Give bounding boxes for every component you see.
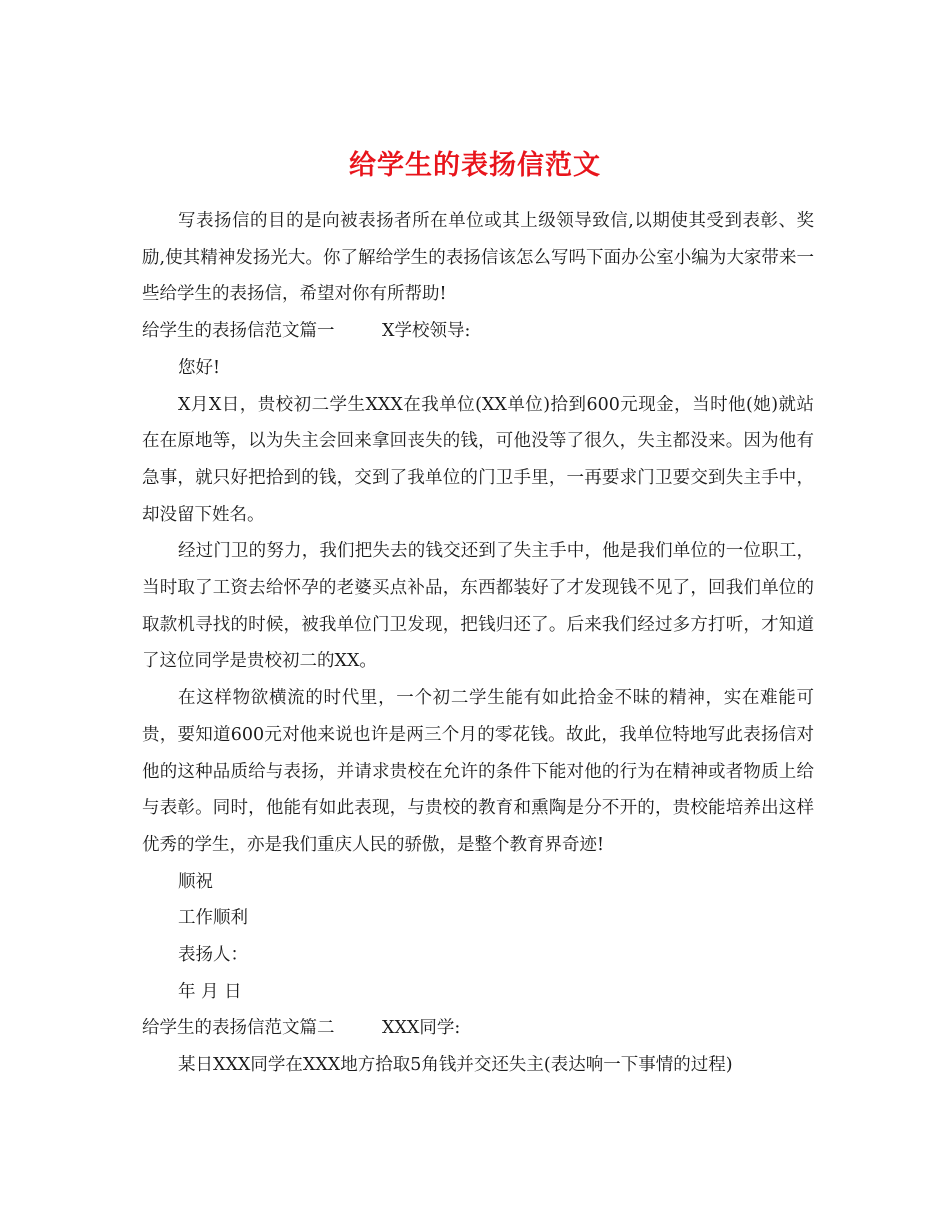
sample1-date: 年 月 日 — [178, 981, 242, 1002]
sample2-heading: 给学生的表扬信范文篇二 — [142, 1018, 335, 1039]
sample2-paragraph-1: 某日XXX同学在XXX地方拾取5角钱并交还失主(表达响一下事情的过程) — [178, 1055, 733, 1076]
sample1-wish: 工作顺利 — [178, 908, 248, 929]
sample1-heading: 给学生的表扬信范文篇一 — [142, 321, 335, 342]
sample1-addressee: X学校领导: — [382, 321, 471, 342]
sample1-heading-line — [142, 313, 814, 350]
sample1-paragraph-1: X月X日，贵校初二学生XXX在我单位(XX单位)拾到600元现金，当时他(她)就站在在原地等，以为失主会回来拿回丧失的钱，可他没等了很久，失主都没来。因为他有急事，就只好把拾到的钱，交到了我单位的门卫手里，一再要求门卫要交到失主手中，却没留下姓名。 — [142, 394, 814, 525]
sample1-signer: 表扬人： — [178, 945, 248, 966]
sample1-greeting: 您好! — [178, 357, 221, 378]
sample2-heading-line — [142, 1010, 814, 1047]
document-title: 给学生的表扬信范文 — [349, 150, 601, 182]
sample2-addressee: XXX同学: — [382, 1018, 461, 1039]
sample1-paragraph-2: 经过门卫的努力，我们把失去的钱交还到了失主手中，他是我们单位的一位职工，当时取了工资去给怀孕的老婆买点补品，东西都装好了才发现钱不见了，回我们单位的取款机寻找的时候，被我单位门卫发现，把钱归还了。后来我们经过多方打听，才知道了这位同学是贵校初二的XX。 — [142, 541, 814, 672]
document-body — [142, 203, 814, 1084]
sample1-closing: 顺祝 — [178, 871, 213, 892]
intro-paragraph: 写表扬信的目的是向被表扬者所在单位或其上级领导致信,以期使其受到表彰、奖励,使其精神发扬光大。你了解给学生的表扬信该怎么写吗下面办公室小编为大家带来一些给学生的表扬信，希望对你有所帮助! — [142, 211, 814, 305]
sample1-paragraph-3: 在这样物欲横流的时代里，一个初二学生能有如此拾金不昧的精神，实在难能可贵，要知道600元对他来说也许是两三个月的零花钱。故此，我单位特地写此表扬信对他的这种品质给与表扬，并请求贵校在允许的条件下能对他的行为在精神或者物质上给与表彰。同时，他能有如此表现，与贵校的教育和熏陶是分不开的，贵校能培养出这样优秀的学生，亦是我们重庆人民的骄傲，是整个教育界奇迹! — [142, 688, 814, 855]
